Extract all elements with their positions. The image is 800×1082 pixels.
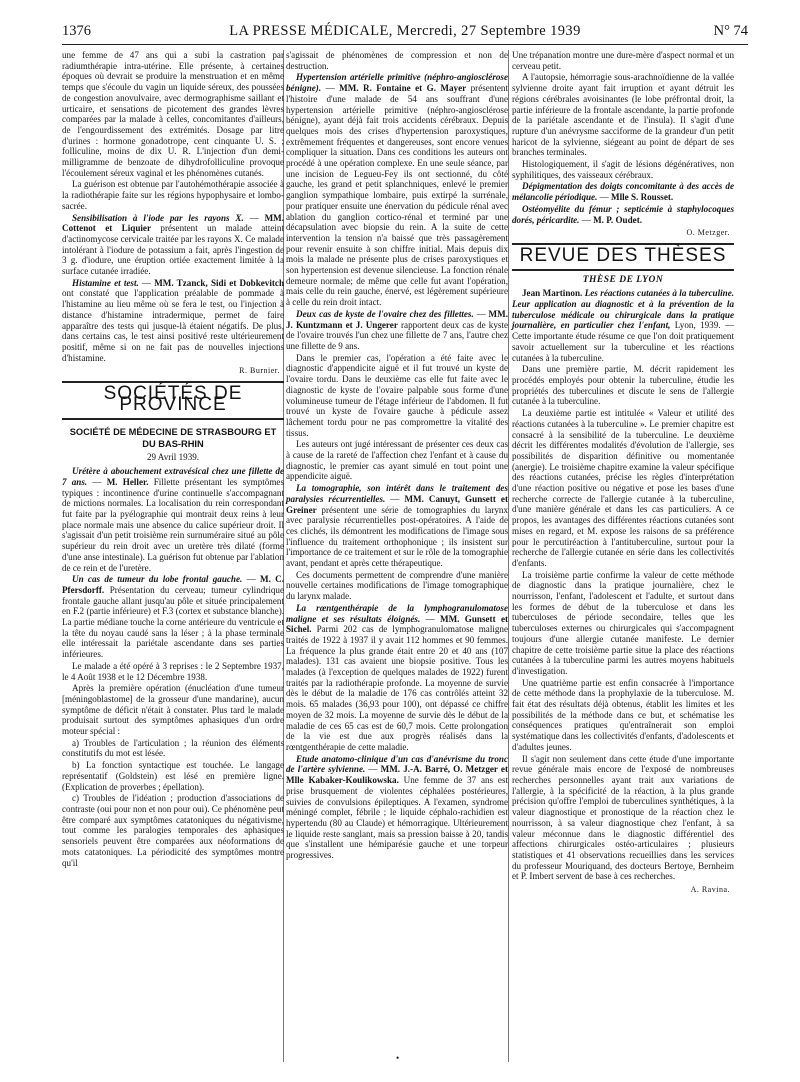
- thesis-title: Les réactions cutanées à la tuberculine. Leur application au diagnostic et à la prévention de la tuberculose médicale ou chirurgicale dans la pratique journalière, en particulier chez l'enfant,: [512, 288, 735, 331]
- paragraph: Ces documents permettent de comprendre d'une manière nouvelle certaines modifications de l'image tomographique du larynx malade.: [286, 569, 508, 602]
- communication-authors: M. P. Oudet.: [593, 214, 643, 225]
- session-date: 29 Avril 1939.: [146, 451, 200, 462]
- list-item: b) La fonction syntactique est touchée. Le langage représentatif (Goldstein) est lésé en première ligne. (Explication de proverbes ; épellation).: [62, 760, 284, 792]
- communication: Hypertension artérielle primitive (néphro-angiosclérose bénigne). — MM. R. Fontaine et G. Mayer présentent l'histoire d'une malade de 54 ans souffrant d'une hypertension artérielle primitive (néphro-angiosclérose bénigne), ayant déjà fait trois accidents cérébraux. Depuis quelques mois des crises d'hypertension paroxystiques, extrêmement fréquentes et dangereuses, sont encore venues compliquer la situation. Dans ces conditions les auteurs ont procédé à une opération complexe. En une seule séance, par une incision de Legueu-Fey ils ont sectionné, du côté gauche, les grand et petit splanchniques, enlevé le premier ganglion sympathique lombaire, puis extirpé la surrénale, pour pratiquer ensuite une énervation du pédicule rénal avec ablation du ganglion cortico-rénal et terminé par une décapsulation avec biopsie du rein. A la suite de cette intervention la tension n'a baissé que très passagèrement pour revenir ensuite à son chiffre initial. Mais depuis dix mois la malade ne présente plus de crises paroxystiques et son hypertension est devenue silencieuse. La fonction rénale demeure normale; de même que celle fut avant l'opération, mais celle du rein gauche, énervé, est légèrement supérieure à celle du rein droit intact.: [286, 72, 508, 308]
- page-bullet: •: [396, 1053, 400, 1063]
- column-1: [62, 50, 284, 869]
- issue-number: N° 74: [713, 23, 748, 39]
- communication-authors: MM. Canuyt, Gunsett et Greiner: [286, 493, 508, 515]
- communication: Un cas de tumeur du lobe frontal gauche. — M. C. Pfersdorff. Présentation du cerveau; tumeur cylindrique frontale gauche allant jusqu'au pôle et située principalement en F.2 (partie inférieure) et F.3 (cortex et substance blanche). La partie médiane touche la corne antérieure du ventricule et la tête du noyau caudé sans la léser ; à la phase terminale elle intéressait la pariétale ascendante dans ses parties inférieures.: [62, 574, 284, 660]
- communication-body: présentent l'histoire d'une malade de 54 ans souffrant d'une hypertension artérielle primitive (néphro-angiosclérose bénigne), ayant déjà fait trois accidents cérébraux. Depuis quelques mois des crises d'hypertension paroxystiques, extrêmement fréquentes et dangereuses, sont encore venues compliquer la situation. Dans ces conditions les auteurs ont procédé à une opération complexe. En une seule séance, par une incision de Legueu-Fey ils ont sectionné, du côté gauche, les grand et petit splanchniques, enlevé le premier ganglion sympathique lombaire, puis extirpé la surrénale, pour pratiquer ensuite une énervation du pédicule rénal avec ablation du ganglion cortico-rénal et terminé par une décapsulation avec biopsie du rein. A la suite de cette intervention la tension n'a baissé que très passagèrement pour revenir ensuite à son chiffre initial. Mais depuis dix mois la malade ne présente plus de crises paroxystiques et son hypertension est devenue silencieuse. La fonction rénale demeure normale; de même que celle fut avant l'opération, mais celle du rein gauche, énervé, est légèrement supérieure à celle du rein droit intact.: [286, 83, 508, 308]
- society-name: SOCIÉTÉ DE MÉDECINE DE STRASBOURG ET DU BAS-RHIN: [69, 426, 277, 449]
- running-header: [62, 23, 748, 43]
- communication: Deux cas de kyste de l'ovaire chez des fillettes. — MM. J. Kuntzmann et J. Ungerer rapportent deux cas de kyste de l'ovaire trouvés l'un chez une fillette de 7 ans, l'autre chez une fillette de 9 ans.: [286, 308, 508, 351]
- paragraph: Il s'agit non seulement dans cette étude d'une importante revue générale mais encore de l'exposé de nombreuses recherches personnelles ayant trait aux variations de l'allergie, à la spécificité de la réaction, à la plus grande précision qu'offre l'emploi de tuberculines synthétiques, à la valeur diagnostique et pronostique de la réaction chez le nourrisson, à sa valeur diagnostique chez l'enfant, à sa valeur méconnue dans le diagnostic différentiel des affections chirurgicales ostéo-articulaires ; plusieurs statistiques et 41 observations recueillies dans les services du professeur Mouriquand, des docteurs Bertoye, Bernheim et P. Imbert servent de base à ces recherches.: [512, 753, 734, 882]
- communication: Histamine et test. — MM. Tzanck, Sidi et Dobkevitch ont constaté que l'application préalable de pommade à l'histamine au lieu même où se fera le test, ou l'injection à distance d'histamine intradermique, permet de faire apparaître des tests qui jusque-là étaient négatifs. De plus, dans certains cas, le test ainsi positivé reste ultérieurement positif, même si on ne fait pas de nouvelles injections d'histamine.: [62, 277, 285, 363]
- communication: Sensibilisation à l'iode par les rayons X. — MM. Cottenot et Liquier présentent un malade atteint d'actinomycose cervicale traitée par les rayons X. Ce malade intolérant à l'iodure de potassium a fait, après l'ingestion de 3 g. d'iodure, une éruption ortiée exactement limitée à la surface cutanée irradiée.: [62, 212, 285, 277]
- paragraph: Dans une première partie, M. décrit rapidement les procédés employés pour obtenir la tuberculine, étudie les propriétés des tuberculines et discute le sens de l'allergie cutanée à la tuberculine.: [512, 364, 734, 407]
- communication-title: Hypertension artérielle primitive (néphro-angiosclérose bénigne).: [286, 72, 508, 94]
- paragraph: Le malade a été opéré à 3 reprises : le 2 Septembre 1937, le 4 Août 1938 et le 12 Décembre 1938.: [62, 660, 284, 682]
- paragraph: Une quatrième partie est enfin consacrée à l'importance de cette méthode dans la prophylaxie de la tuberculose. M. fait état des résultats déjà obtenus, établit les limites et les possibilités de la méthode dans ce but, et schématise les conséquences pratiques qu'entraînerait son emploi systématique dans les collectivités d'enfants, d'adolescents et d'adultes jeunes.: [512, 677, 734, 752]
- communication-body: rapportent deux cas de kyste de l'ovaire trouvés l'un chez une fillette de 7 ans, l'autre chez une fillette de 9 ans.: [286, 319, 508, 351]
- paragraph: s'agissait de phénomènes de compression et non de destruction.: [286, 50, 508, 71]
- communication-title: Sensibilisation à l'iode par les rayons X.: [72, 212, 244, 223]
- communication-title: Histamine et test.: [72, 277, 139, 288]
- paragraph: Une trépanation montre une dure-mère d'aspect normal et un cerveau petit.: [512, 50, 734, 71]
- communication-body: présentent un malade atteint d'actinomycose cervicale traitée par les rayons X. Ce malade intolérant à l'iodure de potassium a fait, après l'ingestion de 3 g. d'iodure, une éruption ortiée exactement limitée à la surface cutanée irradiée.: [62, 223, 284, 277]
- communication-body: ont constaté que l'application préalable de pommade à l'histamine au lieu même où se fera le test, ou l'injection à distance d'histamine intradermique, permet de faire apparaître des tests qui jusque-là étaient négatifs. De plus, dans certains cas, le test ainsi positivé reste ultérieurement positif, même si on ne fait pas de nouvelles injections d'histamine.: [62, 288, 284, 363]
- paragraph: Après la première opération (énucléation d'une tumeur [méningoblastome] de la grosseur d'une mandarine), aucun symptôme de déficit n'était à constater. Plus tard le malade produisait surtout des symptômes aphasiques d'un ordre moteur spécial :: [62, 683, 284, 737]
- column-3: [512, 50, 734, 898]
- journal-title: LA PRESSE MÉDICALE, Mercredi, 27 Septembre 1939: [229, 23, 581, 39]
- paragraph: Histologiquement, il s'agit de lésions dégénératives, non syphilitiques, des vaisseaux cérébraux.: [512, 159, 734, 180]
- thesis-entry: Jean Martinon. Les réactions cutanées à la tuberculine. Leur application au diagnostic et à la prévention de la tuberculose médicale ou chirurgicale dans la pratique journalière, en particulier chez l'enfant, Lyon, 1939. — Cette importante étude résume ce que l'on doit pratiquement savoir actuellement sur la tuberculine et les réactions cutanées à la tuberculine.: [512, 288, 735, 363]
- communication-body: présentent une série de tomographies du larynx avec paralysie récurrentielles post-opératoires. A l'aide de ces clichés, ils démontrent les modifications de l'image sous l'influence du traitement orthophonique ; ils insistent sur l'importance de ce traitement et sur le rôle de la tomographie avant, pendant et après cette thérapeutique.: [286, 504, 509, 569]
- communication-authors: MM. J.-A. Barré, O. Metzger et Mlle Kabaker-Koulikowska.: [286, 764, 508, 786]
- communication-authors: MM. R. Fontaine et G. Mayer: [339, 83, 467, 94]
- page-number: 1376: [62, 23, 91, 39]
- communication-title: Urétère à abouchement extravésical chez une fillette de 7 ans.: [62, 466, 284, 487]
- communication-title: Ostéomyélite du fémur ; septicémie à staphylocoques dorés, péricardite.: [512, 203, 734, 225]
- communication-body: Fillette présentant les symptômes typiques : incontinence d'urine continuelle s'accompagnant de mictions normales. La localisation du rein correspondant fut faite par la pyélographie qui montrait deux reins à leur place normale mais une absence du calice supérieur droit. Il s'agissait d'un petit troisième rein surnuméraire situé au pôle supérieur du rein droit avec un uretère très dilaté (forme d'une anse intestinale). La guérison fut obtenue par l'ablation de ce rein et de l'uretère.: [62, 476, 284, 573]
- communication-authors: Mlle S. Rousset.: [611, 192, 674, 203]
- paragraph: une femme de 47 ans qui a subi la castration par radiumthérapie intra-utérine. Elle présente, à certaines époques où devrait se produire la menstruation et en même temps que s'écoule du vagin un liquide séreux, des poussées de congestion anovulvaire, avec dermographisme saillant et urticaire, et sensations de picotement des grandes lèvres comparées par la malade à celles, concomitantes d'ailleurs, de l'engourdissement des extrémités. Dosage par litre d'urines : hormone gonadotrope, cent cinquante U. S. ; folliculine, moins de dix U. R. L'injection d'un demi-milligramme de benzoate de dihydrofolliculine provoque l'écoulement séreux vaginal et les phénomènes cutanés.: [62, 50, 284, 178]
- header-rule: [62, 44, 748, 45]
- communication-body: Parmi 202 cas de lymphogranulomatose maligne traités de 1922 à 1937 il y avait 112 hommes et 90 femmes. La fréquence la plus grande était entre 20 et 40 ans (107 malades). 131 cas avaient une biopsie positive. Tous les malades (à l'exception de quelques malades de 1922) furent traités par la radiothérapie profonde. La moyenne de survie dès le début de la maladie de 176 cas contrôlés atteint 32 mois. 65 malades (36,93 pour 100), ont dépassé ce chiffre moyen de 32 mois. La moyenne de survie dès le début de la maladie de ces 65 cas est de 60,7 mois. Cette prolongation de la vie est due aux progrès réalisés dans la rœntgenthérapie de cette maladie.: [286, 624, 508, 752]
- communication-title: Un cas de tumeur du lobe frontal gauche.: [72, 574, 243, 585]
- communication-body: Une femme de 37 ans est prise brusquement de violentes céphalées postérieures, suivies de convulsions épileptiques. A l'examen, syndrome méningé complet, fébrile ; le liquide céphalo-rachidien est hypertendu (80 au Claude) et hémorragique. Ultérieurement le liquide reste sanglant, mais sa pression baisse à 20, tandis que s'installent une hémiparésie gauche et une torpeur progressives.: [286, 775, 509, 861]
- thesis-summary: Cette importante étude résume ce que l'on doit pratiquement savoir actuellement sur la tuberculine et les réactions cutanées à la tuberculine.: [512, 331, 734, 363]
- communication-body: Présentation du cerveau; tumeur cylindrique frontale gauche allant jusqu'au pôle et située principalement en F.2 (partie inférieure) et F.3 (cortex et substance blanche). La partie médiane touche la corne antérieure du ventricule et la tête du noyau caudé sans la léser ; à la phase terminale elle intéressait la pariétale ascendante dans ses parties inférieures.: [62, 584, 284, 660]
- communication: La tomographie, son intérêt dans le traitement des paralysies récurrentielles. — MM. Canuyt, Gunsett et Greiner présentent une série de tomographies du larynx avec paralysie récurrentielles post-opératoires. A l'aide de ces clichés, ils démontrent les modifications de l'image sous l'influence du traitement orthophonique ; ils insistent sur l'importance de ce traitement et sur le rôle de la tomographie avant, pendant et après cette thérapeutique.: [286, 483, 509, 569]
- paragraph: Dans le premier cas, l'opération a été faite avec le diagnostic d'appendicite aiguë et il fut trouvé un kyste de l'ovaire tordu. Dans le deuxième cas elle fut faite avec le diagnostic de kyste de l'ovaire palpable sous forme d'une volumineuse tumeur de l'étage inférieur de l'abdomen. Il fut trouvé un kyste de l'ovaire gauche à pédicule assez lâchement tordu pour ne pas compromettre la vitalité des tissus.: [286, 352, 508, 438]
- signature: A. Ravina.: [690, 885, 730, 895]
- paragraph: A l'autopsie, hémorragie sous-arachnoïdienne de la vallée sylvienne droite ayant fait irruption et ayant détruit les régions cérébrales avoisinantes (le lobe préfrontal droit, la partie inférieure de la frontale ascendante, la partie profonde de la pariétale ascendante et de l'insula). Il s'agit d'une rupture d'un anévrysme sacciforme de la grandeur d'un petit haricot de la sylvienne, siégeant au point de départ de ses branches terminales.: [512, 72, 734, 158]
- communication-authors: MM. Gunsett et Sichel.: [286, 613, 509, 635]
- communication: Etude anatomo-clinique d'un cas d'anévrisme du tronc de l'artère sylvienne. — MM. J.-A. Barré, O. Metzger et Mlle Kabaker-Koulikowska. Une femme de 37 ans est prise brusquement de violentes céphalées postérieures, suivies de convulsions épileptiques. A l'examen, syndrome méningé complet, fébrile ; le liquide céphalo-rachidien est hypertendu (80 au Claude) et hémorragique. Ultérieurement le liquide reste sanglant, mais sa pression baisse à 20, tandis que s'installent une hémiparésie gauche et une torpeur progressives.: [286, 753, 509, 861]
- paragraph: La guérison est obtenue par l'autohémothérapie associée à la radiothérapie faite sur les régions hypophysaire et lombo-sacrée.: [62, 179, 284, 211]
- communication-authors: MM. J. Kuntzmann et J. Ungerer: [286, 308, 508, 330]
- communication-title: Etude anatomo-clinique d'un cas d'anévrisme du tronc de l'artère sylvienne.: [286, 753, 508, 775]
- communication-title: Deux cas de kyste de l'ovaire chez des fillettes.: [296, 308, 474, 319]
- communication-title: La tomographie, son intérêt dans le traitement des paralysies récurrentielles.: [286, 483, 508, 504]
- paragraph: La troisième partie confirme la valeur de cette méthode de diagnostic dans la pratique journalière, chez le nourrisson, l'enfant, l'adolescent et l'adulte, et surtout dans les formes de début de la tuberculose et dans les tuberculoses de période secondaire, telles que les tuberculoses externes ou chirurgicales qui s'accompagnent toujours d'une allergie cutanée manifeste. Le dernier chapitre de cette troisième partie situe la place des réactions cutanées à la tuberculine parmi les autres moyens habituels d'investigation.: [512, 569, 734, 676]
- communication-title: La rœntgenthérapie de la lymphogranulomatose maligne et ses résultats éloignés.: [286, 602, 508, 624]
- communication-authors: MM. Cottenot et Liquier: [62, 212, 285, 234]
- communication-authors: MM. Tzanck, Sidi et Dobkevitch: [154, 277, 285, 288]
- communication-title: Dépigmentation des doigts concomitante à des accès de mélancolie périodique.: [512, 181, 734, 203]
- section-title: SOCIÉTÉS DE PROVINCE: [62, 381, 284, 419]
- thesis-author: Jean Martinon.: [522, 288, 583, 299]
- column-divider: [508, 50, 509, 1062]
- thesis-heading: THÈSE DE LYON: [582, 274, 664, 285]
- paragraph: Les auteurs ont jugé intéressant de présenter ces deux cas à cause de la rareté de l'affection chez l'enfant et à cause du diagnostic, le premier cas ayant simulé en tout point une appendicite aiguë.: [286, 439, 508, 482]
- paragraph: La deuxième partie est intitulée « Valeur et utilité des réactions cutanées à la tuberculine ». Le premier chapitre est consacré à la sensibilité de la tuberculine. Le deuxième décrit les différentes modalités d'évolution de l'allergie, ses possibilités de disparition définitive ou momentanée (anergie). Le troisième chapitre examine la valeur spécifique des réactions cutanées, précise les règles d'interprétation d'une réaction positive ou négative et pose les bases d'une recherche correcte de l'allergie cutanée à la tuberculine, d'une manière générale et dans les cas particuliers. A ce propos, les avantages des différentes réactions cutanées sont mises en regard, et M. expose les raisons de sa préférence pour le percutiréaction à l'antituberculine, surtout pour la recherche de l'allergie cutanée en série dans les collectivités d'enfants.: [512, 408, 734, 568]
- communication: Dépigmentation des doigts concomitante à des accès de mélancolie périodique. — Mlle S. Rousset.: [512, 181, 734, 203]
- signature: O. Metzger.: [686, 228, 730, 238]
- column-2: [286, 50, 508, 862]
- signature: R. Burnier.: [239, 366, 280, 376]
- list-item: c) Troubles de l'idéation ; production d'associations de contraste (oui pour non et non pour oui). Ce phénomène peut être comparé aux symptômes catatoniques du négativisme, tout comme les paralogies temporales des aphasiques sensoriels peuvent être comparées aux néoformations de mots catatoniques. La périodicité des symptômes montre qu'il: [62, 793, 284, 868]
- communication-authors: M. C. Pfersdorff.: [62, 574, 284, 595]
- section-title: REVUE DES THÈSES: [512, 243, 734, 271]
- thesis-place: Lyon, 1939.: [674, 320, 721, 331]
- communication: Ostéomyélite du fémur ; septicémie à staphylocoques dorés, péricardite. — M. P. Oudet.: [512, 203, 734, 225]
- communication: Urétère à abouchement extravésical chez une fillette de 7 ans. — M. Heller. Fillette présentant les symptômes typiques : incontinence d'urine continuelle s'accompagnant de mictions normales. La localisation du rein correspondant fut faite par la pyélographie qui montrait deux reins à leur place normale mais une absence du calice supérieur droit. Il s'agissait d'un petit troisième rein surnuméraire situé au pôle supérieur du rein droit avec un uretère très dilaté (forme d'une anse intestinale). La guérison fut obtenue par l'ablation de ce rein et de l'uretère.: [62, 466, 284, 573]
- communication: La rœntgenthérapie de la lymphogranulomatose maligne et ses résultats éloignés. — MM. Gunsett et Sichel. Parmi 202 cas de lymphogranulomatose maligne traités de 1922 à 1937 il y avait 112 hommes et 90 femmes. La fréquence la plus grande était entre 20 et 40 ans (107 malades). 131 cas avaient une biopsie positive. Tous les malades (à l'exception de quelques malades de 1922) furent traités par la radiothérapie profonde. La moyenne de survie dès le début de la maladie de 176 cas contrôlés atteint 32 mois. 65 malades (36,93 pour 100), ont dépassé ce chiffre moyen de 32 mois. La moyenne de survie dès le début de la maladie de ces 65 cas est de 60,7 mois. Cette prolongation de la vie est due aux progrès réalisés dans la rœntgenthérapie de cette maladie.: [286, 602, 509, 752]
- communication-authors: M. Heller.: [106, 476, 149, 487]
- list-item: a) Troubles de l'articulation ; la réunion des éléments constitutifs du mot est lésée.: [62, 737, 284, 759]
